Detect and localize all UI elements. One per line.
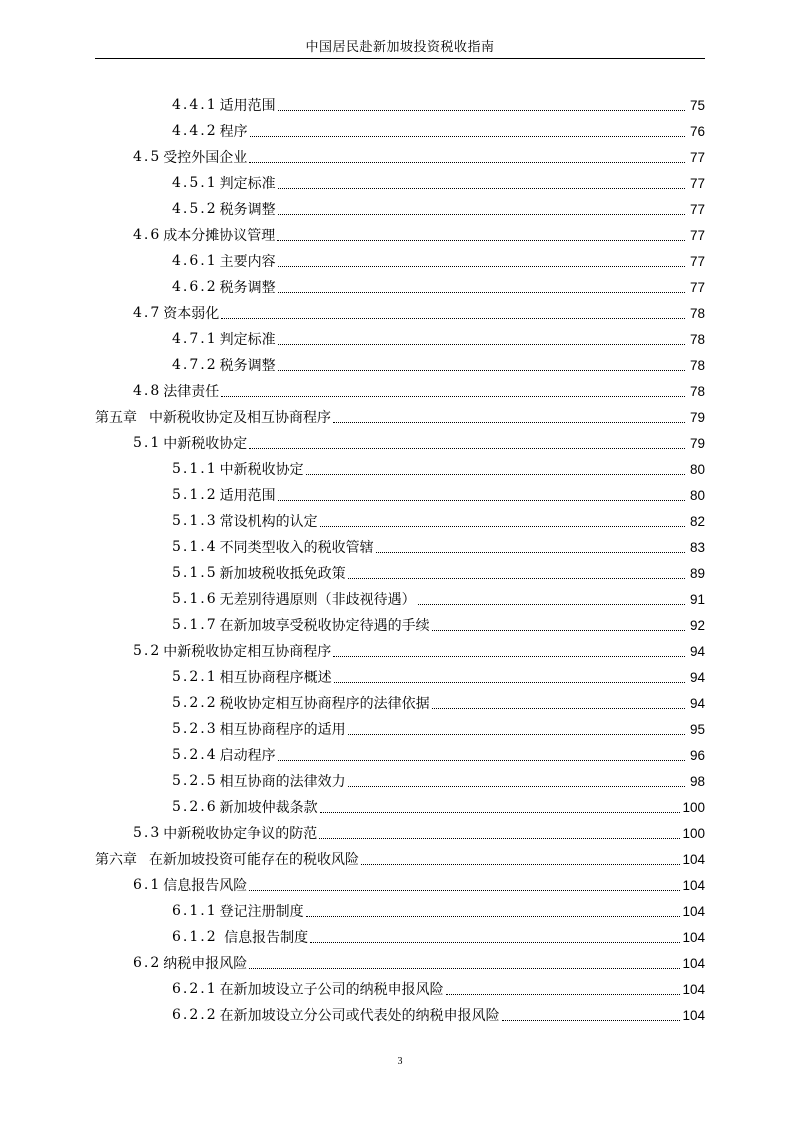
dot-leader	[278, 266, 685, 267]
toc-entry-title: 新加坡仲裁条款	[219, 800, 318, 816]
dot-leader	[278, 370, 685, 371]
toc-entry-number: 第五章	[95, 410, 137, 426]
dot-leader	[348, 786, 685, 787]
toc-entry[interactable]	[95, 92, 705, 118]
toc-entry-number: 5.1.3	[172, 513, 218, 529]
toc-entry-number: 4.5	[133, 149, 162, 165]
toc-entry-number: 5.1.7	[172, 617, 218, 633]
toc-entry-page: 80	[689, 487, 705, 503]
toc-entry[interactable]	[95, 846, 705, 872]
dot-leader	[432, 708, 685, 709]
toc-entry-title: 不同类型收入的税收管辖	[219, 540, 374, 556]
toc-entry-title: 成本分摊协议管理	[163, 228, 276, 244]
dot-leader	[446, 994, 681, 995]
toc-entry-page: 104	[682, 981, 705, 997]
toc-entry-number: 5.3	[133, 825, 162, 841]
dot-leader	[319, 838, 680, 839]
toc-entry[interactable]	[95, 300, 705, 326]
toc-entry-title: 中新税收协定及相互协商程序	[149, 410, 331, 426]
running-header: 中国居民赴新加坡投资税收指南	[305, 40, 495, 55]
dot-leader	[221, 396, 685, 397]
toc-entry-number: 5.1.5	[172, 565, 218, 581]
dot-leader	[278, 760, 685, 761]
toc-entry-number: 4.5.2	[172, 201, 218, 217]
toc-entry-title: 资本弱化	[163, 306, 220, 322]
toc-entry[interactable]	[95, 482, 705, 508]
toc-entry[interactable]	[95, 508, 705, 534]
toc-entry-number: 6.1.1	[172, 903, 218, 919]
dot-leader	[361, 864, 680, 865]
toc-entry-number: 5.2.4	[172, 747, 218, 763]
toc-entry-title: 税务调整	[219, 358, 276, 374]
toc-entry-number: 5.2.2	[172, 695, 218, 711]
toc-entry-page: 77	[689, 253, 705, 269]
toc-entry-title: 在新加坡设立分公司或代表处的纳税申报风险	[219, 1008, 500, 1024]
toc-entry[interactable]	[95, 534, 705, 560]
dot-leader	[249, 890, 680, 891]
toc-entry-title: 税务调整	[219, 202, 276, 218]
toc-entry-title: 受控外国企业	[163, 150, 248, 166]
toc-entry[interactable]	[95, 820, 705, 846]
dot-leader	[221, 318, 685, 319]
dot-leader	[348, 578, 685, 579]
toc-entry-title: 相互协商程序的适用	[219, 722, 346, 738]
toc-entry-number: 6.2.1	[172, 981, 218, 997]
toc-entry-page: 77	[689, 227, 705, 243]
toc-entry-title: 信息报告风险	[163, 878, 248, 894]
toc-entry-page: 89	[689, 565, 705, 581]
toc-entry-number: 5.2	[133, 643, 162, 659]
toc-entry-number: 5.1.2	[172, 487, 218, 503]
toc-entry[interactable]	[95, 326, 705, 352]
page-number: 3	[397, 1056, 403, 1067]
toc-entry-title: 相互协商程序概述	[219, 670, 332, 686]
toc-entry-number: 5.1.4	[172, 539, 218, 555]
toc-entry-page: 94	[689, 669, 705, 685]
toc-entry-page: 80	[689, 461, 705, 477]
toc-entry[interactable]	[95, 378, 705, 404]
toc-entry[interactable]	[95, 144, 705, 170]
toc-entry-number: 4.6.2	[172, 279, 218, 295]
dot-leader	[306, 916, 681, 917]
toc-entry[interactable]	[95, 716, 705, 742]
toc-entry-title: 常设机构的认定	[219, 514, 318, 530]
dot-leader	[333, 422, 685, 423]
toc-entry[interactable]	[95, 898, 705, 924]
dot-leader	[250, 136, 685, 137]
toc-entry-number: 5.1.1	[172, 461, 218, 477]
toc-entry-page: 77	[689, 175, 705, 191]
dot-leader	[278, 500, 685, 501]
header-divider	[95, 58, 705, 59]
toc-entry[interactable]	[95, 560, 705, 586]
toc-entry-page: 91	[689, 591, 705, 607]
toc-entry-title: 无差别待遇原则（非歧视待遇）	[219, 592, 416, 608]
dot-leader	[249, 968, 680, 969]
toc-entry-title: 中新税收协定	[163, 436, 248, 452]
toc-entry-title: 程序	[219, 124, 248, 140]
toc-entry-title: 在新加坡享受税收协定待遇的手续	[219, 618, 430, 634]
toc-entry-number: 4.4.2	[172, 123, 218, 139]
toc-entry-page: 98	[689, 773, 705, 789]
dot-leader	[278, 188, 685, 189]
dot-leader	[249, 162, 685, 163]
toc-entry[interactable]	[95, 170, 705, 196]
toc-entry-page: 78	[689, 357, 705, 373]
toc-entry-number: 5.2.3	[172, 721, 218, 737]
toc-entry-title: 信息报告制度	[219, 930, 309, 946]
toc-entry[interactable]	[95, 430, 705, 456]
toc-entry-page: 77	[689, 201, 705, 217]
toc-entry[interactable]	[95, 976, 705, 1002]
dot-leader	[278, 214, 685, 215]
toc-entry-number: 第六章	[95, 852, 137, 868]
toc-entry-number: 6.1.2	[172, 929, 218, 945]
toc-entry-number: 5.1.6	[172, 591, 218, 607]
toc-entry-number: 4.7	[133, 305, 162, 321]
toc-entry-title: 税收协定相互协商程序的法律依据	[219, 696, 430, 712]
toc-entry-title: 判定标准	[219, 332, 276, 348]
toc-entry-title: 判定标准	[219, 176, 276, 192]
toc-entry-number: 4.7.1	[172, 331, 218, 347]
toc-entry-page: 104	[682, 851, 705, 867]
toc-entry-title: 在新加坡投资可能存在的税收风险	[149, 852, 359, 868]
toc-entry[interactable]	[95, 690, 705, 716]
toc-entry-number: 5.2.5	[172, 773, 218, 789]
toc-entry-number: 4.6	[133, 227, 162, 243]
dot-leader	[277, 240, 685, 241]
toc-entry[interactable]	[95, 274, 705, 300]
toc-entry[interactable]	[95, 222, 705, 248]
toc-entry-number: 6.2	[133, 955, 162, 971]
toc-entry-page: 82	[689, 513, 705, 529]
dot-leader	[310, 942, 680, 943]
toc-entry-page: 96	[689, 747, 705, 763]
toc-entry-number: 4.6.1	[172, 253, 218, 269]
toc-entry[interactable]	[95, 794, 705, 820]
toc-entry[interactable]	[95, 638, 705, 664]
dot-leader	[278, 110, 685, 111]
toc-entry[interactable]	[95, 924, 705, 950]
toc-entry[interactable]	[95, 742, 705, 768]
toc-entry[interactable]	[95, 196, 705, 222]
toc-entry-title: 相互协商的法律效力	[219, 774, 346, 790]
toc-entry-number: 5.2.6	[172, 799, 218, 815]
dot-leader	[320, 812, 681, 813]
toc-entry-number: 5.1	[133, 435, 162, 451]
toc-entry[interactable]	[95, 950, 705, 976]
toc-entry-title: 中新税收协定争议的防范	[163, 826, 318, 842]
toc-entry-page: 94	[689, 643, 705, 659]
toc-entry[interactable]	[95, 456, 705, 482]
toc-entry-page: 95	[689, 721, 705, 737]
toc-entry[interactable]	[95, 248, 705, 274]
toc-entry[interactable]	[95, 404, 705, 430]
toc-entry-title: 税务调整	[219, 280, 276, 296]
toc-entry-title: 法律责任	[163, 384, 220, 400]
dot-leader	[249, 448, 685, 449]
dot-leader	[278, 292, 685, 293]
toc-entry[interactable]	[95, 118, 705, 144]
toc-entry-page: 79	[689, 409, 705, 425]
table-of-contents	[95, 92, 705, 1028]
toc-entry-page: 100	[682, 799, 705, 815]
toc-entry-page: 76	[689, 123, 705, 139]
dot-leader	[306, 474, 685, 475]
toc-entry[interactable]	[95, 352, 705, 378]
toc-entry[interactable]	[95, 1002, 705, 1028]
toc-entry-title: 中新税收协定相互协商程序	[163, 644, 332, 660]
toc-entry[interactable]	[95, 872, 705, 898]
toc-entry-page: 79	[689, 435, 705, 451]
toc-entry-page: 94	[689, 695, 705, 711]
dot-leader	[333, 656, 685, 657]
toc-entry-number: 6.1	[133, 877, 162, 893]
toc-entry-page: 78	[689, 331, 705, 347]
toc-entry-number: 4.5.1	[172, 175, 218, 191]
toc-entry-page: 104	[682, 877, 705, 893]
toc-entry-page: 78	[689, 305, 705, 321]
toc-entry-title: 中新税收协定	[219, 462, 304, 478]
toc-entry-number: 4.7.2	[172, 357, 218, 373]
toc-entry-title: 启动程序	[219, 748, 276, 764]
toc-entry-title: 适用范围	[219, 488, 276, 504]
toc-entry-number: 5.2.1	[172, 669, 218, 685]
dot-leader	[502, 1020, 681, 1021]
toc-entry-page: 77	[689, 149, 705, 165]
toc-entry-page: 104	[682, 903, 705, 919]
dot-leader	[348, 734, 685, 735]
dot-leader	[334, 682, 685, 683]
toc-entry-page: 78	[689, 383, 705, 399]
toc-entry-title: 新加坡税收抵免政策	[219, 566, 346, 582]
toc-entry-number: 6.2.2	[172, 1007, 218, 1023]
toc-entry[interactable]	[95, 664, 705, 690]
toc-entry-number: 4.8	[133, 383, 162, 399]
toc-entry[interactable]	[95, 612, 705, 638]
toc-entry[interactable]	[95, 768, 705, 794]
toc-entry-title: 纳税申报风险	[163, 956, 248, 972]
toc-entry-page: 104	[682, 1007, 705, 1023]
toc-entry-title: 登记注册制度	[219, 904, 304, 920]
toc-entry-page: 104	[682, 929, 705, 945]
toc-entry-title: 在新加坡设立子公司的纳税申报风险	[219, 982, 444, 998]
dot-leader	[320, 526, 685, 527]
toc-entry-page: 100	[682, 825, 705, 841]
toc-entry-page: 92	[689, 617, 705, 633]
toc-entry-number: 4.4.1	[172, 97, 218, 113]
toc-entry-page: 104	[682, 955, 705, 971]
toc-entry-title: 适用范围	[219, 98, 276, 114]
toc-entry[interactable]	[95, 586, 705, 612]
dot-leader	[278, 344, 685, 345]
toc-entry-page: 83	[689, 539, 705, 555]
toc-entry-title: 主要内容	[219, 254, 276, 270]
dot-leader	[376, 552, 685, 553]
toc-entry-page: 77	[689, 279, 705, 295]
toc-entry-page: 75	[689, 97, 705, 113]
dot-leader	[432, 630, 685, 631]
dot-leader	[418, 604, 685, 605]
